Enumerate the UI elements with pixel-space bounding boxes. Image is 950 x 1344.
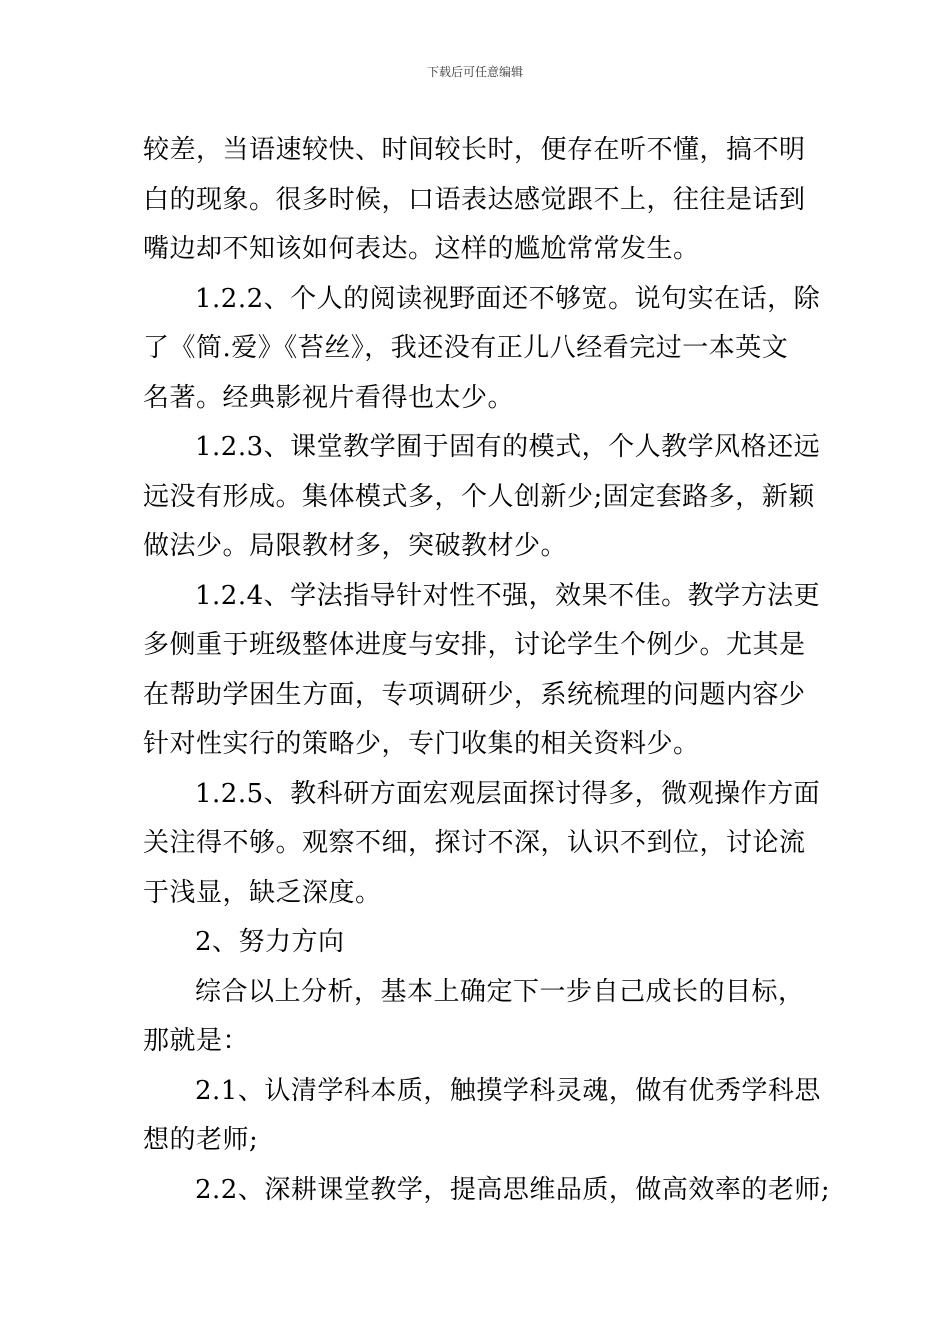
text-line: 针对性实行的策略少，专门收集的相关资料少。 [143, 729, 700, 759]
paragraph-2-2 [143, 1166, 831, 1216]
text-line: 那就是： [143, 1026, 250, 1056]
text-line: 名著。经典影视片看得也太少。 [143, 382, 515, 413]
text-line: 远没有形成。集体模式多，个人创新少;固定套路多，新颖 [143, 481, 815, 512]
section-heading-effort-direction [143, 918, 811, 968]
paragraph-1-2-3 [143, 423, 821, 572]
text-line: 多侧重于班级整体进度与安排，讨论学生个例少。尤其是 [143, 630, 806, 660]
text-line: 2.1、认清学科本质，触摸学科灵魂，做有优秀学科思 [195, 1075, 821, 1106]
paragraph-2-1 [143, 1067, 821, 1166]
paragraph-1-2-4 [143, 572, 821, 770]
text-line: 1.2.3、课堂教学囿于固有的模式，个人教学风格还远 [195, 432, 821, 462]
text-line: 关注得不够。观察不细，探讨不深，认识不到位，讨论流 [143, 828, 806, 858]
text-line: 1.2.2、个人的阅读视野面还不够宽。说句实在话，除 [195, 283, 821, 314]
text-line: 了《简.爱》《苔丝》，我还没有正儿八经看完过一本英文 [143, 333, 789, 363]
paragraph-listening [143, 126, 811, 275]
text-line: 在帮助学困生方面，专项调研少，系统梳理的问题内容少 [143, 679, 806, 710]
text-line: 白的现象。很多时候，口语表达感觉跟不上，往往是话到 [143, 184, 806, 215]
text-line: 想的老师; [143, 1125, 259, 1155]
paragraph-1-2-5 [143, 770, 821, 919]
document-body [143, 126, 831, 1215]
text-line: 1.2.4、学法指导针对性不强，效果不佳。教学方法更 [195, 580, 821, 611]
text-line: 做法少。局限教材多，突破教材少。 [143, 531, 568, 561]
text-line: 2.2、深耕课堂教学，提高思维品质，做高效率的老师; [195, 1174, 831, 1205]
text-line: 综合以上分析，基本上确定下一步自己成长的目标， [195, 976, 805, 1007]
text-line: 较差，当语速较快、时间较长时，便存在听不懂，搞不明 [143, 135, 806, 165]
text-line: 于浅显，缺乏深度。 [143, 877, 382, 908]
paragraph-1-2-2 [143, 275, 821, 424]
text-line: 2、努力方向 [195, 927, 345, 957]
text-line: 1.2.5、教科研方面宏观层面探讨得多，微观操作方面 [195, 778, 821, 809]
text-line: 嘴边却不知该如何表达。这样的尴尬常常发生。 [143, 234, 700, 264]
page-header: 下载后可任意编辑 [426, 65, 523, 79]
paragraph-summary [143, 968, 811, 1067]
